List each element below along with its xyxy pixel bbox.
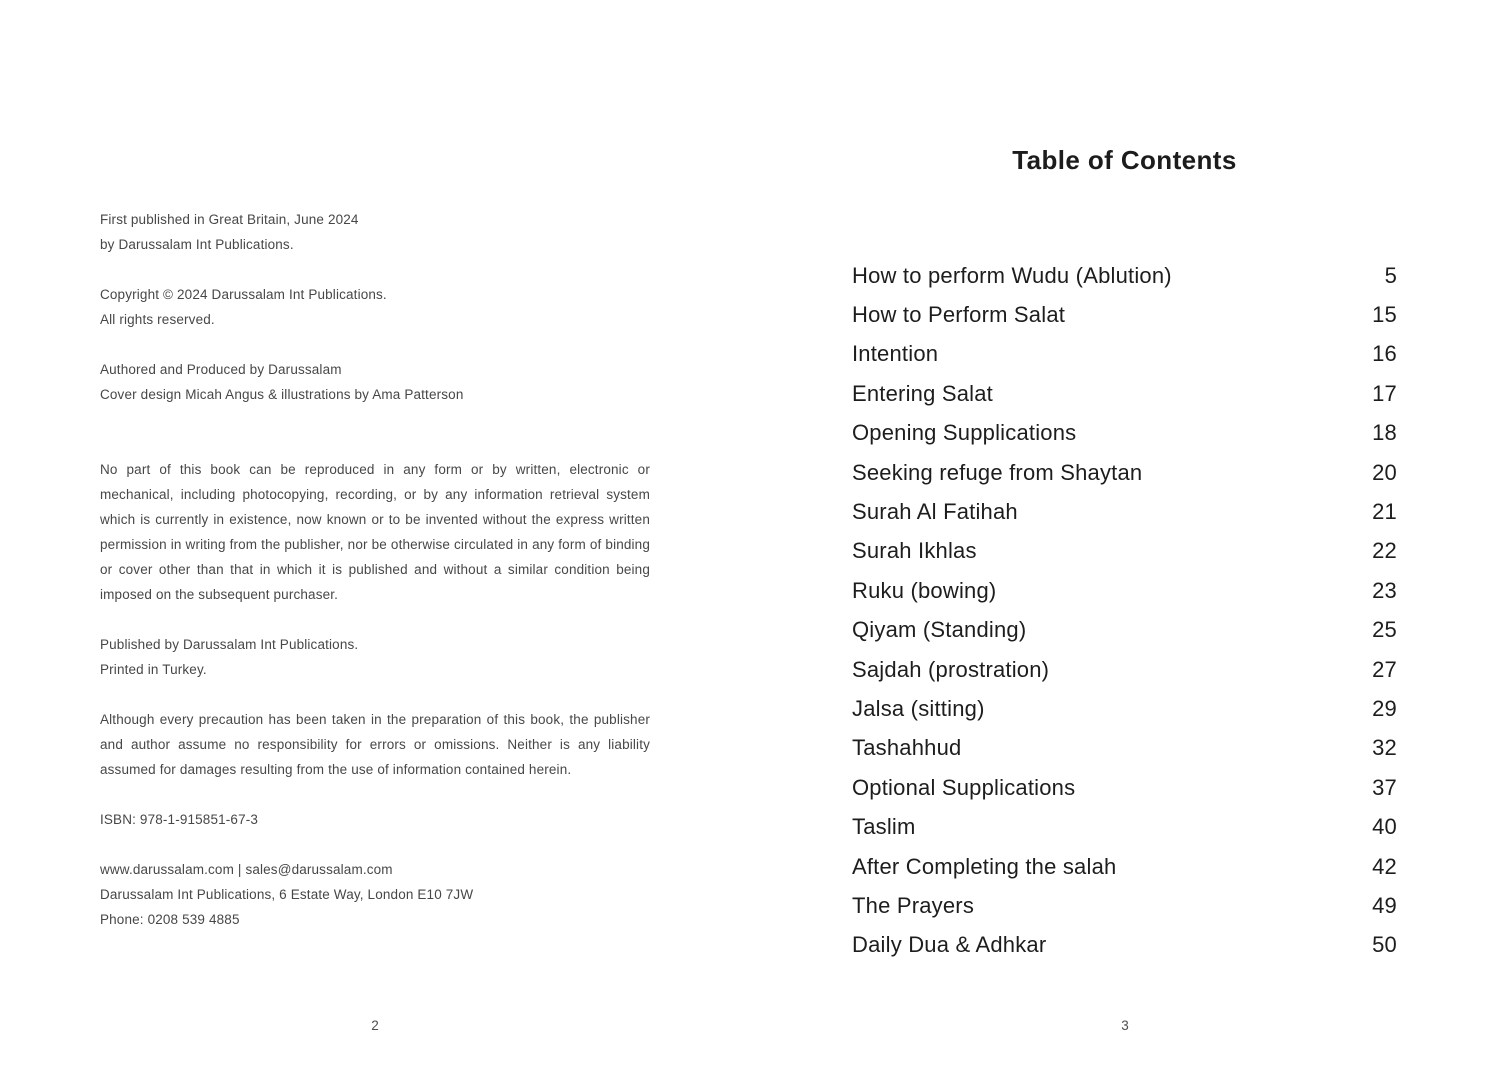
text-line: First published in Great Britain, June 2024 <box>100 212 359 227</box>
toc-entry <box>852 414 1397 453</box>
toc-entry-label: The Prayers <box>852 892 975 918</box>
toc-entry <box>852 729 1397 768</box>
copyright-notice <box>100 282 650 332</box>
toc-entry-label: After Completing the salah <box>852 853 1117 879</box>
toc-entry <box>852 611 1397 650</box>
toc-page <box>852 140 1397 965</box>
toc-entry-page: 37 <box>1372 774 1397 800</box>
text-line: Authored and Produced by Darussalam <box>100 362 342 377</box>
toc-entry-page: 17 <box>1372 380 1397 406</box>
toc-entry <box>852 256 1397 295</box>
toc-entry-label: How to Perform Salat <box>852 302 1066 328</box>
text-line: All rights reserved. <box>100 312 215 327</box>
toc-entry-page: 50 <box>1372 932 1397 958</box>
toc-entry-page: 18 <box>1372 420 1397 446</box>
website-email-line: www.darussalam.com | sales@darussalam.com <box>100 862 393 877</box>
toc-entry <box>852 689 1397 728</box>
text-line: Copyright © 2024 Darussalam Int Publications. <box>100 287 387 302</box>
address-line: Darussalam Int Publications, 6 Estate Way, London E10 7JW <box>100 887 474 902</box>
toc-entry-label: Tashahhud <box>852 735 962 761</box>
toc-list <box>852 256 1397 965</box>
toc-entry-label: Surah Al Fatihah <box>852 499 1018 525</box>
toc-entry <box>852 768 1397 807</box>
text-line: Printed in Turkey. <box>100 662 207 677</box>
toc-entry <box>852 374 1397 413</box>
toc-entry <box>852 532 1397 571</box>
toc-entry-page: 15 <box>1372 302 1397 328</box>
toc-entry <box>852 335 1397 374</box>
toc-entry-page: 21 <box>1372 499 1397 525</box>
phone-line: Phone: 0208 539 4885 <box>100 912 240 927</box>
isbn <box>100 807 650 832</box>
toc-entry-page: 49 <box>1372 892 1397 918</box>
toc-entry-label: Intention <box>852 341 939 367</box>
toc-entry-page: 22 <box>1372 538 1397 564</box>
toc-entry <box>852 886 1397 925</box>
toc-entry-page: 42 <box>1372 853 1397 879</box>
toc-entry <box>852 926 1397 965</box>
toc-entry-page: 23 <box>1372 577 1397 603</box>
toc-entry-page: 20 <box>1372 459 1397 485</box>
text-line: by Darussalam Int Publications. <box>100 237 294 252</box>
toc-entry-page: 29 <box>1372 695 1397 721</box>
colophon-page <box>100 207 650 932</box>
paragraph: No part of this book can be reproduced in any form or by written, electronic or mechanical, including photocopying, recording, or by any information retrieval system which is currently in existence, now known or to be invented without the express written permission in writing from the publisher, nor be otherwise circulated in any form of binding or cover other than that in which it is published and without a similar condition being imposed on the subsequent purchaser. <box>100 462 650 602</box>
toc-entry-label: Opening Supplications <box>852 420 1077 446</box>
toc-entry-label: Daily Dua & Adhkar <box>852 932 1047 958</box>
toc-entry-label: Sajdah (prostration) <box>852 656 1050 682</box>
toc-entry-label: Ruku (bowing) <box>852 577 997 603</box>
contact-info <box>100 857 650 932</box>
credits <box>100 357 650 407</box>
page-number-right: 3 <box>1121 1018 1129 1033</box>
toc-entry-label: Surah Ikhlas <box>852 538 977 564</box>
toc-entry-page: 32 <box>1372 735 1397 761</box>
isbn-number: ISBN: 978-1-915851-67-3 <box>100 812 259 827</box>
text-line: Cover design Micah Angus & illustrations by Ama Patterson <box>100 387 464 402</box>
toc-entry-page: 27 <box>1372 656 1397 682</box>
toc-entry-label: Taslim <box>852 814 916 840</box>
toc-entry <box>852 492 1397 531</box>
toc-entry-page: 25 <box>1372 617 1397 643</box>
disclaimer <box>100 707 650 782</box>
paragraph: Although every precaution has been taken in the preparation of this book, the publisher and author assume no responsibility for errors or omissions. Neither is any liability assumed for damages resulting from the use of information contained herein. <box>100 712 650 777</box>
publication-info <box>100 207 650 257</box>
publisher-info <box>100 632 650 682</box>
rights-paragraph <box>100 457 650 607</box>
toc-entry <box>852 650 1397 689</box>
text-line: Published by Darussalam Int Publications. <box>100 637 359 652</box>
toc-entry-label: Jalsa (sitting) <box>852 695 985 721</box>
toc-entry-page: 40 <box>1372 814 1397 840</box>
toc-title: Table of Contents <box>1012 145 1237 175</box>
toc-entry <box>852 295 1397 334</box>
toc-entry <box>852 847 1397 886</box>
toc-entry-label: How to perform Wudu (Ablution) <box>852 262 1172 288</box>
toc-entry-label: Optional Supplications <box>852 774 1076 800</box>
toc-entry-page: 16 <box>1372 341 1397 367</box>
toc-entry <box>852 807 1397 846</box>
toc-entry-page: 5 <box>1384 262 1397 288</box>
toc-entry-label: Entering Salat <box>852 380 993 406</box>
toc-entry-label: Qiyam (Standing) <box>852 617 1027 643</box>
toc-entry <box>852 453 1397 492</box>
toc-entry-label: Seeking refuge from Shaytan <box>852 459 1143 485</box>
toc-entry <box>852 571 1397 610</box>
page-number-left: 2 <box>371 1018 379 1033</box>
